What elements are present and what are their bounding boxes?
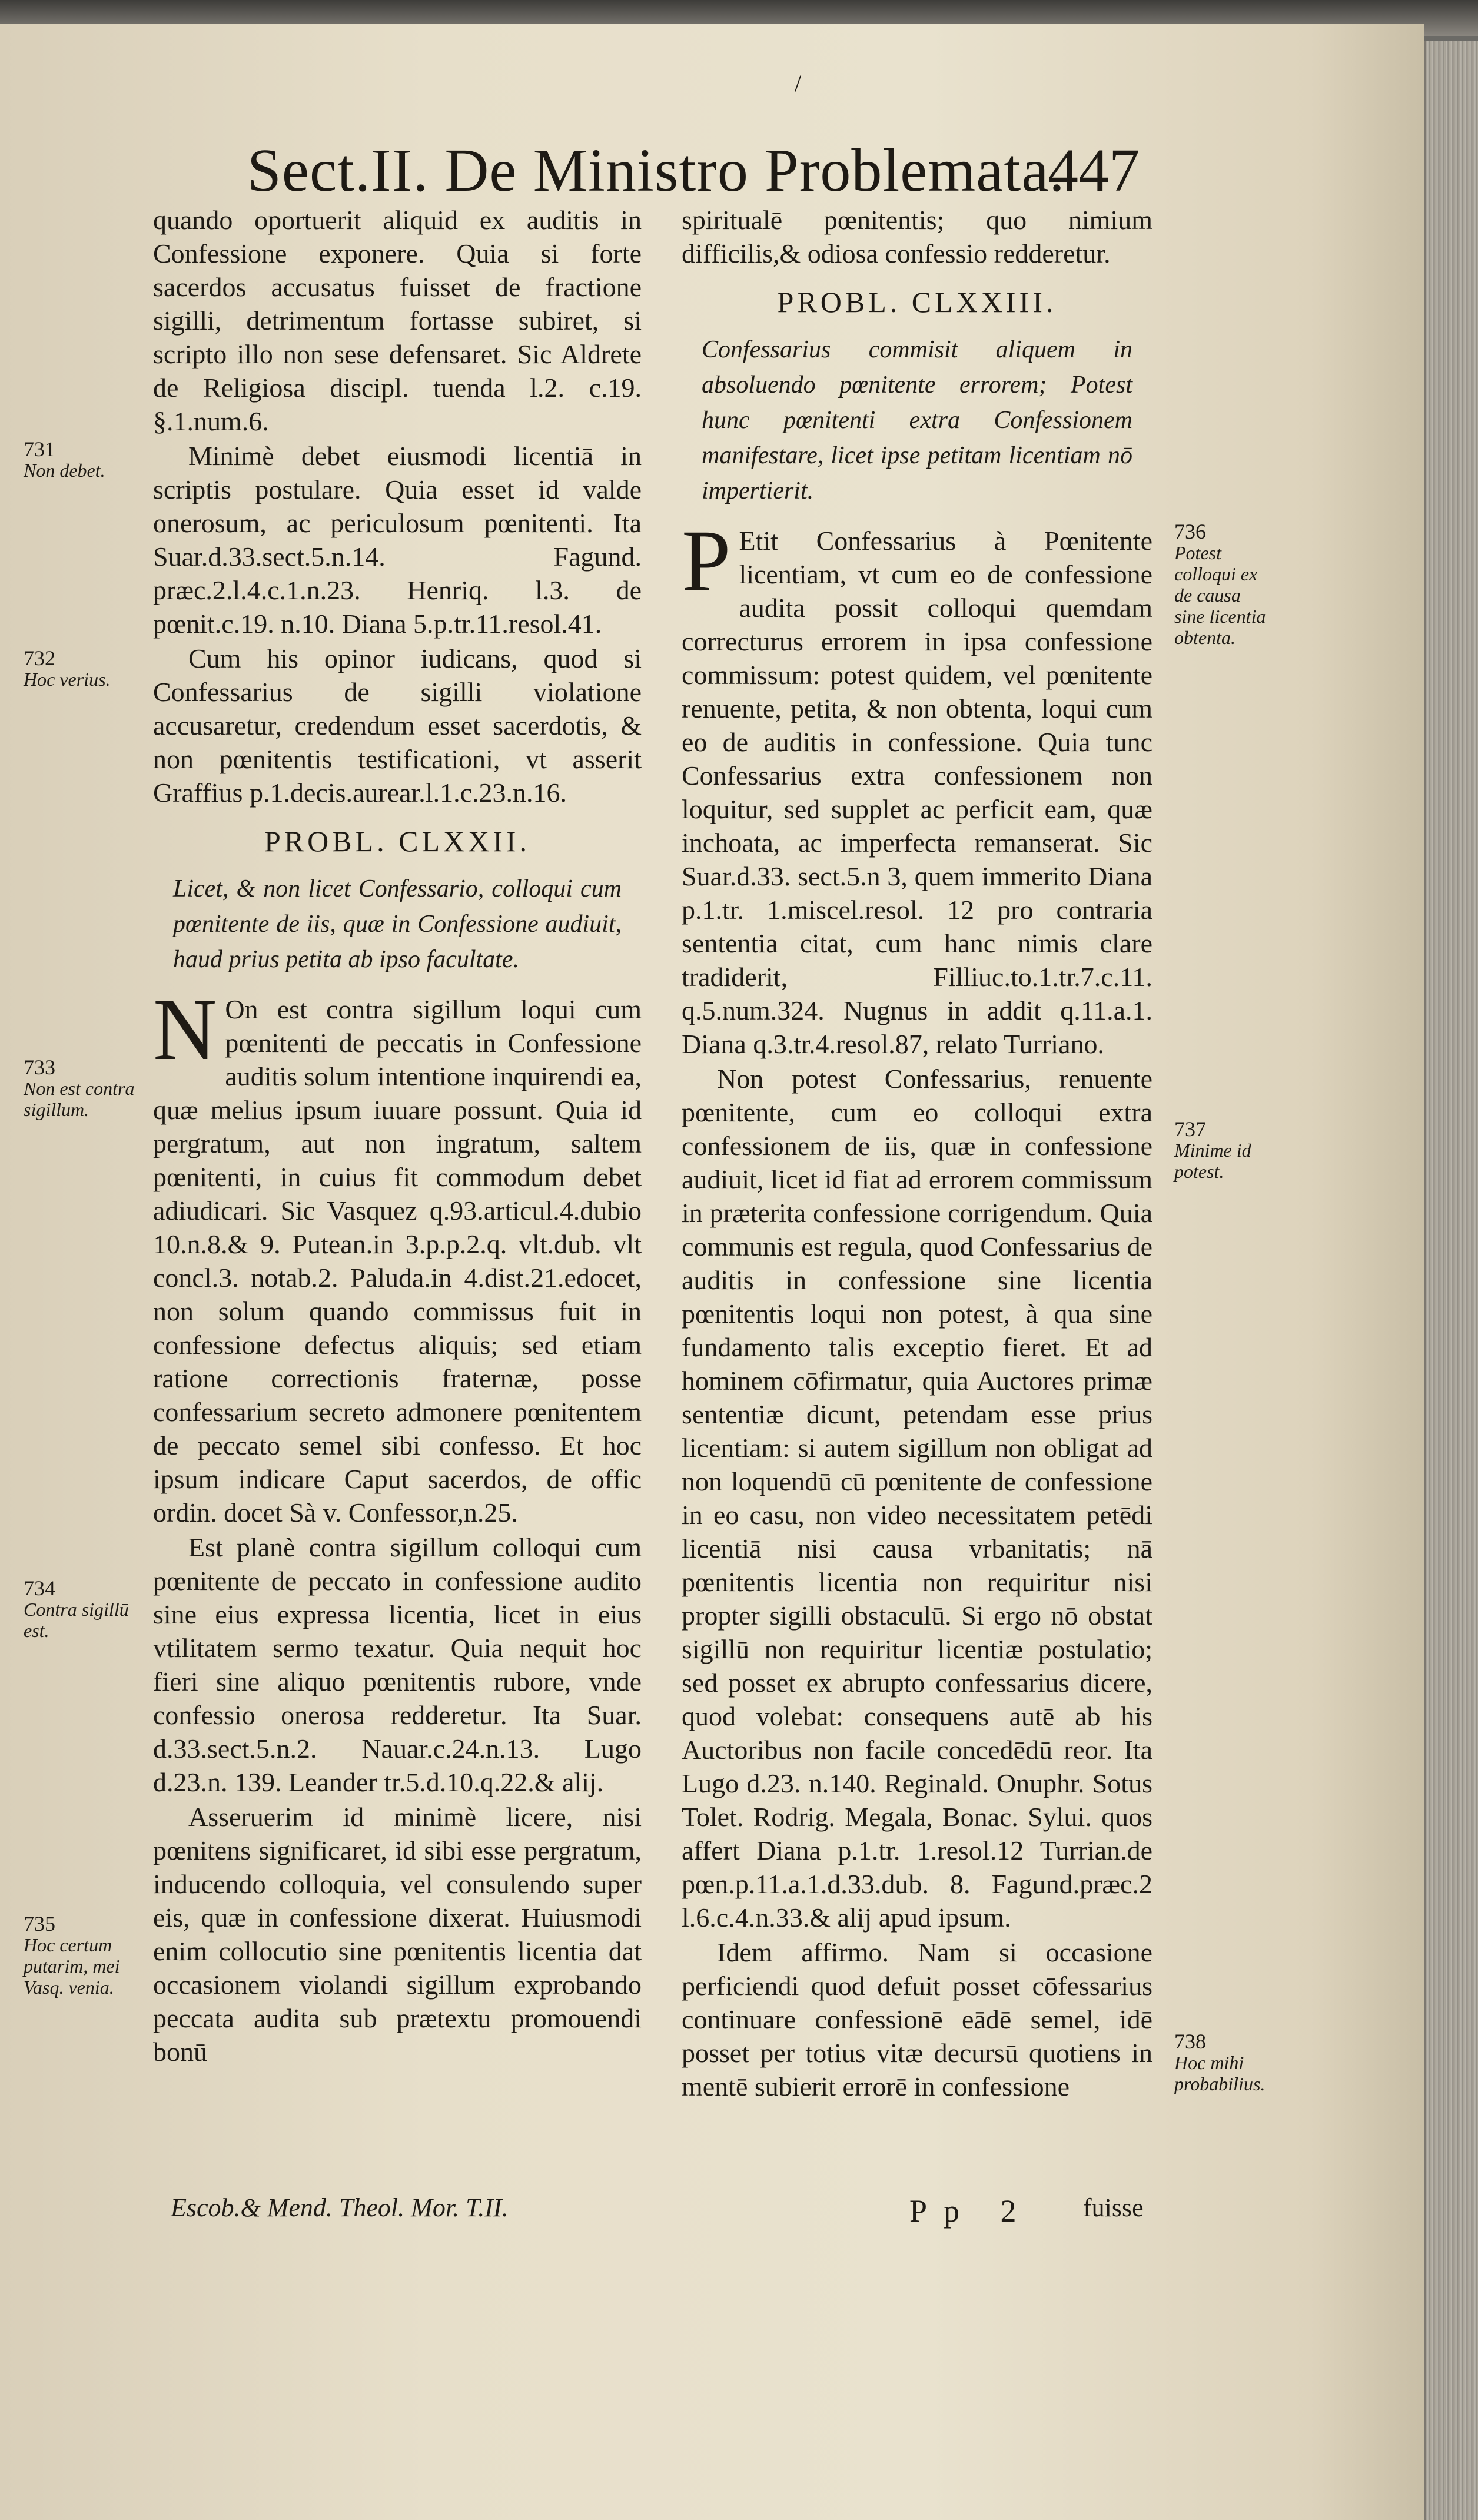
margin-note-text: Non debet. (24, 460, 105, 481)
problem-heading: PROBL. CLXXIII. (777, 285, 1057, 318)
margin-note-738 (1174, 2031, 1268, 2094)
catchword: fuisse (1083, 2193, 1144, 2222)
margin-note-737 (1174, 1118, 1268, 1182)
drop-cap: N (153, 981, 217, 1078)
margin-note-number: 734 (24, 1576, 55, 1600)
paragraph: Asseruerim id minimè licere, nisi pœnitens significaret, id sibi esse pergratum, inducendo colloquia, vel consulendo super eis, quæ in confessione dixerat. Huiusmodi enim collocutio sine pœnitentis licentia dat occasionem violandi sigillum exprobando peccata audita sub prætextu promouendi bonū (153, 1802, 642, 2067)
margin-note-number: 733 (24, 1055, 55, 1079)
paragraph-text: Etit Confessarius à Pœnitente licentiam, vt cum eo de confessione audita possit colloqui quemdam correcturus errorem in ipsa confessione commissum: potest quidem, vel pœnitente renuente, petita, & non obtenta, loqui cum eo de auditis in confessione. Quia tunc Confessarius extra confessionem non loquitur, sed supplet ac perficit eam, quæ inchoata, ac imperfecta remanserat. Sic Suar.d.33. sect.5.n 3, quem immerito Diana p.1.tr. 1.miscel.resol. 12 pro contraria sententia citat, cum hanc nimis clare tradiderit, Filliuc.to.1.tr.7.c.11. q.5.num.324. Nugnus in addit q.11.a.1. Diana q.3.tr.4.resol.87, relato Turriano. (682, 526, 1152, 1059)
paragraph: spiritualē pœnitentis; quo nimium difficilis,& odiosa confessio redderetur. (682, 205, 1152, 268)
margin-note-text: Hoc certum putarim, mei Vasq. venia. (24, 1934, 120, 1998)
margin-note-text: Non est contra sigillum. (24, 1078, 135, 1120)
margin-note-733 (24, 1057, 141, 1120)
paragraph: Idem affirmo. Nam si occasione perficiendi quod defuit posset cōfessarius continuare confessionē eādē semel, idē posset per totius vitæ decursū quotiens in mentē subierit errorē in confessione (682, 1937, 1152, 2101)
margin-note-text: Contra sigillū est. (24, 1599, 129, 1641)
paragraph (682, 512, 1152, 1061)
margin-note-731 (24, 439, 141, 481)
margin-note-text: Minime id potest. (1174, 1140, 1251, 1182)
left-column (153, 203, 642, 2070)
margin-note-number: 735 (24, 1912, 55, 1935)
page-header (247, 135, 1165, 206)
paragraph: quando oportuerit aliquid ex auditis in Confessione exponere. Quia si forte sacerdos accusatus fuisset de fractione sigilli, detrimentum fortasse subiret, si scripto illo non sese defensaret. Sic Aldrete de Religiosa discipl. tuenda l.2. c.19. §.1.num.6. (153, 205, 642, 436)
margin-note-number: 736 (1174, 520, 1206, 543)
paragraph-text: On est contra sigillum loqui cum pœnitenti de peccatis in Confessione auditis solum intentione inquirendi ea, quæ melius ipsum iuuare possunt. Quia id pergratum, aut non ingratum, saltem pœnitenti, in cuius fit commodum debet adiudicari. Sic Vasquez q.93.articul.4.dubio 10.n.8.& 9. Putean.in 3.p.p.2.q. vlt.dub. vlt concl.3. notab.2. Paluda.in 4.dist.21.edocet, non solum quando commissus fuit in confessione defectus aliquis; sed etiam ratione correctionis fraternæ, posse confessarium secreto admonere pœnitentem de peccato semel sibi confesso. Et hoc ipsum indicare Caput sacerdos, de offic ordin. docet Sà v. Confessor,n.25. (153, 994, 642, 1528)
margin-note-number: 732 (24, 646, 55, 670)
margin-note-number: 737 (1174, 1117, 1206, 1141)
margin-note-text: Hoc mihi probabilius. (1174, 2052, 1266, 2094)
paragraph: Minimè debet eiusmodi licentiā in scriptis postulare. Quia esset id valde onerosum, ac periculosum pœnitenti. Ita Suar.d.33.sect.5.n.14. Fagund. præc.2.l.4.c.1.n.23. Henriq. l.3. de pœnit.c.19. n.10. Diana 5.p.tr.11.resol.41. (153, 441, 642, 639)
problem-summary: Confessarius commisit aliquem in absoluendo pœnitente errorem; Potest hunc pœnitenti extra Confessionem manifestare, licet ipse petitam licentiam nō impertierit. (702, 336, 1132, 504)
margin-note-text: Hoc verius. (24, 669, 111, 690)
margin-note-736 (1174, 521, 1268, 648)
margin-note-text: Potest colloqui ex de causa sine licentia obtenta. (1174, 542, 1266, 648)
stray-mark: / (795, 70, 802, 97)
signature-mark: Pp 2 (909, 2193, 1033, 2229)
problem-heading: PROBL. CLXXII. (264, 825, 531, 858)
running-head: Sect.II. De Ministro Problemata. (247, 137, 1065, 204)
margin-note-732 (24, 648, 141, 690)
page-edges (1424, 41, 1478, 2520)
paragraph: Est planè contra sigillum colloqui cum pœnitente de peccato in confessione audito sine eius expressa licentia, licet in eius vtilitatem sermo texatur. Quia nequit hoc fieri sine aliquo pœnitentis rubore, vnde confessio onerosa redderetur. Ita Suar. d.33.sect.5.n.2. Nauar.c.24.n.13. Lugo d.23.n. 139. Leander tr.5.d.10.q.22.& alij. (153, 1532, 642, 1797)
drop-cap: P (682, 512, 731, 610)
paragraph (153, 981, 642, 1529)
margin-note-number: 738 (1174, 2030, 1206, 2053)
margin-note-number: 731 (24, 437, 55, 461)
page-number: 447 (1048, 137, 1140, 204)
problem-summary: Licet, & non licet Confessario, colloqui cum pœnitente de iis, quæ in Confessione audiuit, haud prius petita ab ipso facultate. (173, 875, 622, 973)
margin-note-734 (24, 1578, 141, 1641)
printer-signature: Escob.& Mend. Theol. Mor. T.II. (171, 2193, 509, 2222)
paragraph: Non potest Confessarius, renuente pœnitente, cum eo colloqui extra confessionem de iis, quæ in confessione audiuit, licet id fiat ad errorem commissum in præterita confessione corrigendum. Quia communis est regula, quod Confessarius de auditis in confessione sine licentia pœnitentis loqui non potest, à qua sine fundamento talis exceptio fieret. Et ad hominem cōfirmatur, quia Auctores primæ sententiæ dicunt, petendam esse prius licentiam: si autem sigillum non obligat ad non loquendū cū pœnitente de confessione in eo casu, non video necessitatem petēdi licentiā nisi causa vrbanitatis; nā pœnitentis licentia non requiritur nisi propter sigilli obstaculū. Si ergo nō obstat sigillū non requiritur licentiæ postulatio; sed posset ex abrupto confessarius dicere, quod volebat: consequens autē ab his Auctoribus non facile concedēdū reor. Ita Lugo d.23. n.140. Reginald. Onuphr. Sotus Tolet. Rodrig. Megala, Bonac. Sylui. quos affert Diana p.1.tr. 1.resol.12 Turrian.de pœn.p.11.a.1.d.33.dub. 8. Fagund.præc.2 l.6.c.4.n.33.& alij apud ipsum. (682, 1064, 1152, 1933)
margin-note-735 (24, 1913, 141, 1998)
paragraph: Cum his opinor iudicans, quod si Confessarius de sigilli violatione accusaretur, credendum esset sacerdotis, & non pœnitentis testificationi, vt asserit Graffius p.1.decis.aurear.l.1.c.23.n.16. (153, 643, 642, 808)
right-column (682, 203, 1152, 2104)
